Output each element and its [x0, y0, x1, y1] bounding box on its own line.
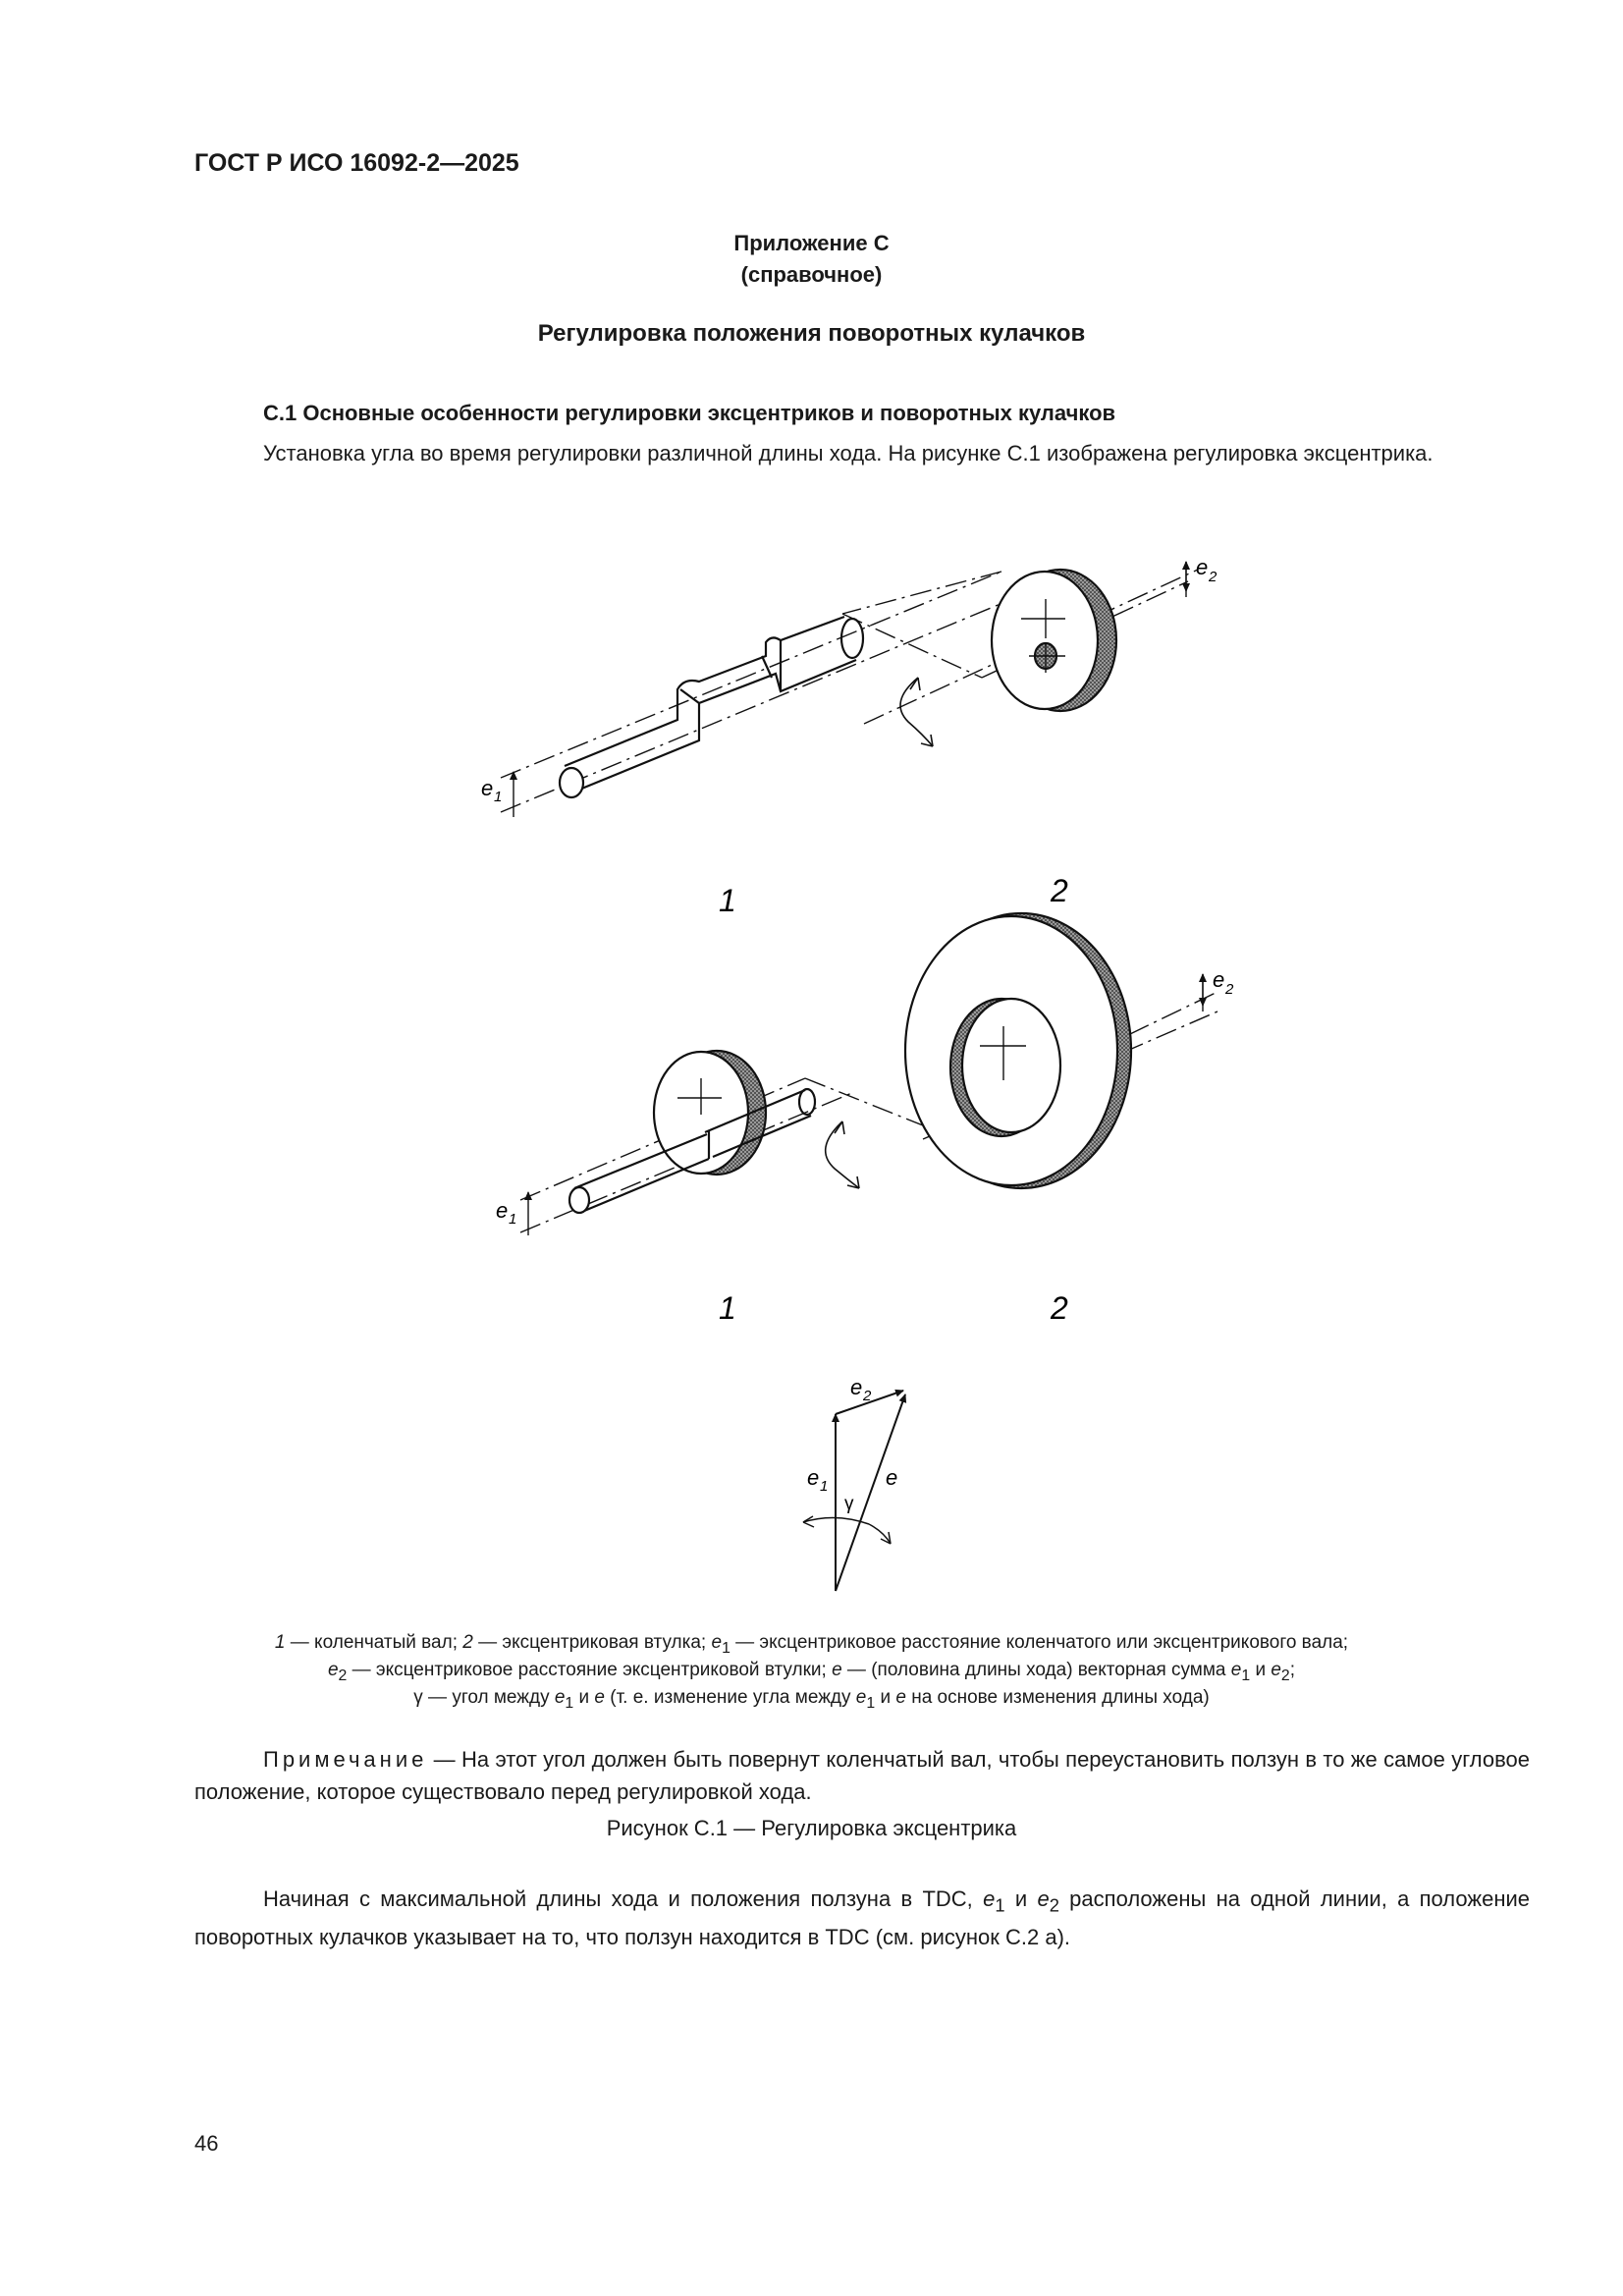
eccentric-bush-top	[992, 570, 1116, 711]
eccentric-bush-bottom	[905, 913, 1131, 1188]
figure-note	[194, 1743, 1530, 1808]
bottom-label-bush: 2	[1051, 1290, 1068, 1326]
bottom-label-crankshaft: 1	[719, 1290, 736, 1326]
clause-title: С.1 Основные особенности регулировки эксцентриков и поворотных кулачков	[263, 401, 1116, 425]
top-diagram	[501, 562, 1198, 817]
figure-legend-line-2: $e_2$ — эксцентриковое расстояние эксцентриковой втулки; e — (половина длины хода) векторная сумма $e_1$ и $e_2$;	[327, 1660, 1296, 1684]
document-code: ГОСТ Р ИСО 16092-2—2025	[194, 149, 519, 177]
crankshaft-top	[560, 617, 863, 797]
note-label: Примечание	[263, 1747, 428, 1772]
annex-heading: Регулировка положения поворотных кулачков	[537, 320, 1086, 347]
bottom-e1-sub: 1	[509, 1211, 517, 1228]
figure-caption: Рисунок С.1 — Регулировка эксцентрика	[606, 1816, 1017, 1840]
page-number: 46	[194, 2131, 219, 2156]
top-label-bush: 2	[1051, 873, 1068, 908]
top-e1-sub: 1	[494, 789, 503, 805]
top-e2-sub: 2	[1209, 569, 1217, 585]
vector-e-symbol: e	[886, 1465, 898, 1490]
note-text: — На этот угол должен быть повернут коленчатый вал, чтобы переустановить ползун в то же самое угловое положение, которое существовало перед регулировкой хода.	[194, 1747, 1530, 1804]
top-e1-symbol: e	[481, 776, 494, 800]
vector-e1-sub: 1	[820, 1478, 829, 1495]
bottom-diagram	[520, 913, 1217, 1235]
vector-e2-sub: 2	[863, 1388, 872, 1404]
vector-gamma-symbol: γ	[844, 1494, 854, 1514]
closing-paragraph: Начиная с максимальной длины хода и положения ползуна в TDC, $e_1$ и $e_2$ расположены на одной линии, а положение поворотных кулачков указывает на то, что ползун находится в TDC (см. рисунок С.2 а).	[194, 1886, 1531, 1950]
vector-diagram	[803, 1391, 905, 1591]
bottom-e2-sub: 2	[1225, 981, 1234, 998]
vector-e1-symbol: e	[807, 1465, 820, 1490]
annex-status: (справочное)	[740, 262, 883, 287]
annex-title: Приложение С	[733, 231, 890, 255]
figure-legend-line-1: 1 — коленчатый вал; 2 — эксцентриковая втулка; $e_1$ — эксцентриковое расстояние коленчатого или эксцентрикового вала;	[274, 1632, 1349, 1657]
bottom-e1-symbol: e	[496, 1198, 509, 1223]
vector-e2-symbol: e	[850, 1375, 863, 1399]
bottom-e2-symbol: e	[1213, 967, 1225, 992]
top-label-crankshaft: 1	[719, 883, 736, 918]
figure-legend-line-3: γ — угол между $e_1$ и e (т. е. изменение угла между $e_1$ и e на основе изменения длины хода)	[413, 1687, 1210, 1712]
top-e2-symbol: e	[1196, 555, 1209, 579]
clause-paragraph: Установка угла во время регулировки различной длины хода. На рисунке С.1 изображена регулировка эксцентрика.	[263, 441, 1434, 465]
